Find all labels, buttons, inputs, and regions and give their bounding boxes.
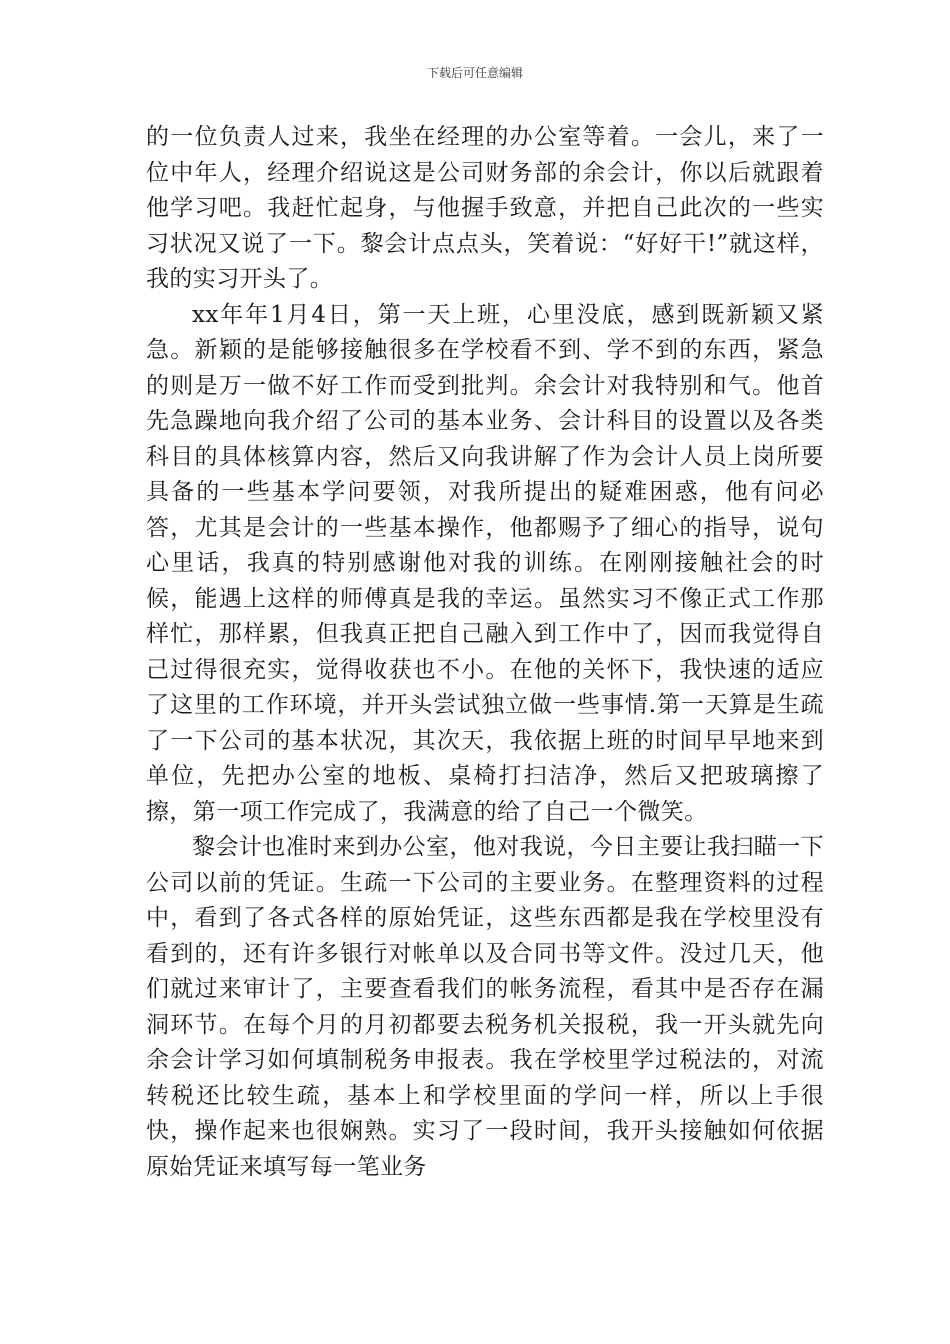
- paragraph-continued: 的一位负责人过来，我坐在经理的办公室等着。一会儿，来了一位中年人，经理介绍说这是公司财务部的余会计，你以后就跟着他学习吧。我赶忙起身，与他握手致意，并把自己此次的一些实习状况又说了一下。黎会计点点头，笑着说：“好好干!”就这样，我的实习开头了。: [146, 124, 824, 292]
- paragraph-first-day: xx年年1月4日，第一天上班，心里没底，感到既新颖又紧急。新颖的是能够接触很多在学校看不到、学不到的东西，紧急的则是万一做不好工作而受到批判。余会计对我特别和气。他首先急躁地向我介绍了公司的基本业务、会计科目的设置以及各类科目的具体核算内容，然后又向我讲解了作为会计人员上岗所要具备的一些基本学问要领，对我所提出的疑难困惑，他有问必答，尤其是会计的一些基本操作，他都赐予了细心的指导，说句心里话，我真的特别感谢他对我的训练。在刚刚接触社会的时候，能遇上这样的师傅真是我的幸运。虽然实习不像正式工作那样忙，那样累，但我真正把自己融入到工作中了，因而我觉得自己过得很充实，觉得收获也不小。在他的关怀下，我快速的适应了这里的工作环境，并开头尝试独立做一些事情.第一天算是生疏了一下公司的基本状况，其次天，我依据上班的时间早早地来到单位，先把办公室的地板、桌椅打扫洁净，然后又把玻璃擦了擦，第一项工作完成了，我满意的给了自己一个微笑。: [146, 301, 824, 825]
- page-header: 下载后可任意编辑: [426, 66, 523, 80]
- paragraph-accountant: 黎会计也准时来到办公室，他对我说，今日主要让我扫瞄一下公司以前的凭证。生疏一下公司的主要业务。在整理资料的过程中，看到了各式各样的原始凭证，这些东西都是我在学校里没有看到的，还有许多银行对帐单以及合同书等文件。没过几天，他们就过来审计了，主要查看我们的帐务流程，看其中是否存在漏洞环节。在每个月的月初都要去税务机关报税，我一开头就先向余会计学习如何填制税务申报表。我在学校里学过税法的，对流转税还比较生疏，基本上和学校里面的学问一样，所以上手很快，操作起来也很娴熟。实习了一段时间，我开头接触如何依据原始凭证来填写每一笔业务: [146, 834, 824, 1180]
- document-body: [146, 120, 824, 1185]
